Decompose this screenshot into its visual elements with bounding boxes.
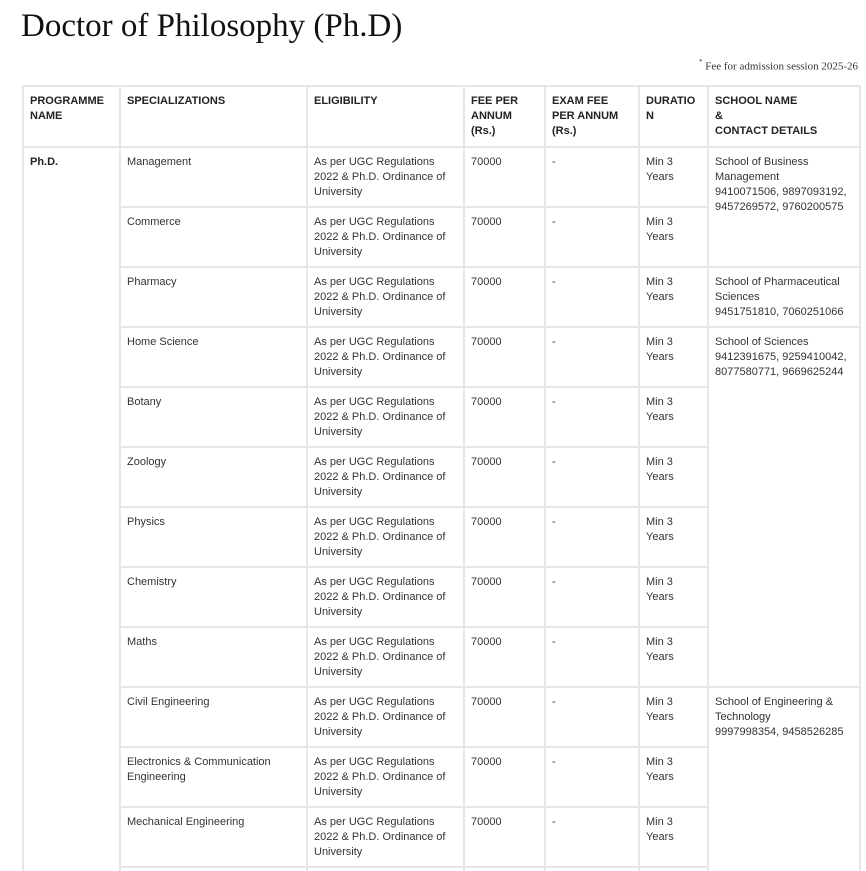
specialization-cell: Civil Engineering: [120, 687, 307, 747]
table-row: [23, 687, 860, 747]
exam-fee-cell: -: [545, 267, 639, 327]
fee-note-asterisk: *: [698, 58, 703, 66]
table-row: [23, 147, 860, 207]
duration-cell: Min 3 Years: [639, 807, 708, 867]
duration-cell: Min 3 Years: [639, 207, 708, 267]
school-name: School of Business Management: [715, 156, 809, 183]
duration-cell: Min 3 Years: [639, 747, 708, 807]
eligibility-cell: As per UGC Regulations 2022 & Ph.D. Ordinance of University: [307, 207, 464, 267]
duration-cell: Min 3 Years: [639, 267, 708, 327]
school-name: School of Engineering & Technology: [715, 696, 834, 723]
header-programme-name: PROGRAMME NAME: [23, 86, 120, 147]
exam-fee-cell: -: [545, 687, 639, 747]
duration-cell: [639, 867, 708, 871]
exam-fee-cell: -: [545, 207, 639, 267]
eligibility-cell: As per UGC Regulations 2022 & Ph.D. Ordinance of University: [307, 807, 464, 867]
fee-cell: 70000: [464, 807, 545, 867]
exam-fee-cell: -: [545, 327, 639, 387]
fee-cell: 70000: [464, 147, 545, 207]
specialization-cell: Electronics & Communication Engineering: [120, 747, 307, 807]
header-duration: DURATION: [639, 86, 708, 147]
specialization-cell: Chemistry: [120, 567, 307, 627]
header-exam-fee-per-annum: EXAM FEE PER ANNUM (Rs.): [545, 86, 639, 147]
specialization-cell: [120, 867, 307, 871]
header-school-line-2: &: [715, 110, 723, 122]
fee-cell: 70000: [464, 507, 545, 567]
school-name: School of Sciences: [715, 336, 809, 348]
fee-note-text: Fee for admission session 2025-26: [705, 60, 858, 73]
school-contacts: 9410071506, 9897093192, 9457269572, 9760200575: [715, 186, 847, 213]
header-specializations: SPECIALIZATIONS: [120, 86, 307, 147]
header-fee-per-annum: FEE PER ANNUM (Rs.): [464, 86, 545, 147]
fee-cell: 70000: [464, 747, 545, 807]
table-header-row: [23, 86, 860, 147]
fee-cell: 70000: [464, 447, 545, 507]
specialization-cell: Botany: [120, 387, 307, 447]
table-row: [23, 267, 860, 327]
eligibility-cell: As per UGC Regulations 2022 & Ph.D. Ordinance of University: [307, 147, 464, 207]
specialization-cell: Home Science: [120, 327, 307, 387]
duration-cell: Min 3 Years: [639, 687, 708, 747]
school-cell-engineering-technology: [708, 687, 860, 871]
header-school-contact: [708, 86, 860, 147]
eligibility-cell: As per UGC Regulations 2022 & Ph.D. Ordinance of University: [307, 507, 464, 567]
specialization-cell: Commerce: [120, 207, 307, 267]
school-contacts: 9451751810, 7060251066: [715, 306, 844, 318]
exam-fee-cell: -: [545, 627, 639, 687]
fee-cell: 70000: [464, 207, 545, 267]
eligibility-cell: As per UGC Regulations 2022 & Ph.D. Ordinance of University: [307, 747, 464, 807]
fee-cell: [464, 867, 545, 871]
exam-fee-cell: -: [545, 147, 639, 207]
eligibility-cell: As per UGC Regulations 2022 & Ph.D. Ordinance of University: [307, 627, 464, 687]
eligibility-cell: As per UGC Regulations 2022 & Ph.D. Ordinance of University: [307, 327, 464, 387]
exam-fee-cell: -: [545, 747, 639, 807]
duration-cell: Min 3 Years: [639, 567, 708, 627]
eligibility-cell: As per UGC Regulations 2022 & Ph.D. Ordinance of University: [307, 567, 464, 627]
duration-cell: Min 3 Years: [639, 387, 708, 447]
phd-programme-table: [22, 85, 861, 871]
eligibility-cell: As per UGC Regulations 2022 & Ph.D. Ordinance of University: [307, 687, 464, 747]
duration-cell: Min 3 Years: [639, 507, 708, 567]
school-cell-pharmaceutical-sciences: [708, 267, 860, 327]
fee-cell: 70000: [464, 327, 545, 387]
school-contacts: 9997998354, 9458526285: [715, 726, 844, 738]
school-contacts: 9412391675, 9259410042, 8077580771, 9669625244: [715, 351, 847, 378]
eligibility-cell: As per UGC Regulations 2022 & Ph.D. Ordinance of University: [307, 267, 464, 327]
exam-fee-cell: -: [545, 807, 639, 867]
specialization-cell: Management: [120, 147, 307, 207]
duration-cell: Min 3 Years: [639, 327, 708, 387]
fee-cell: 70000: [464, 567, 545, 627]
exam-fee-cell: -: [545, 387, 639, 447]
table-row: [23, 327, 860, 387]
fee-cell: 70000: [464, 387, 545, 447]
eligibility-cell: As per UGC Regulations 2022 & Ph.D. Ordinance of University: [307, 447, 464, 507]
duration-cell: Min 3 Years: [639, 147, 708, 207]
exam-fee-cell: [545, 867, 639, 871]
fee-cell: 70000: [464, 687, 545, 747]
exam-fee-cell: -: [545, 447, 639, 507]
fee-cell: 70000: [464, 627, 545, 687]
specialization-cell: Zoology: [120, 447, 307, 507]
eligibility-cell: [307, 867, 464, 871]
fee-session-note: [699, 59, 858, 73]
specialization-cell: Maths: [120, 627, 307, 687]
specialization-cell: Mechanical Engineering: [120, 807, 307, 867]
programme-name-cell: Ph.D.: [23, 147, 120, 871]
header-school-line-1: SCHOOL NAME: [715, 95, 798, 107]
phd-programme-table-container: [22, 85, 859, 871]
fee-cell: 70000: [464, 267, 545, 327]
duration-cell: Min 3 Years: [639, 627, 708, 687]
duration-cell: Min 3 Years: [639, 447, 708, 507]
page-title: Doctor of Philosophy (Ph.D): [21, 8, 403, 44]
school-name: School of Pharmaceutical Sciences: [715, 276, 840, 303]
exam-fee-cell: -: [545, 567, 639, 627]
specialization-cell: Pharmacy: [120, 267, 307, 327]
specialization-cell: Physics: [120, 507, 307, 567]
eligibility-cell: As per UGC Regulations 2022 & Ph.D. Ordinance of University: [307, 387, 464, 447]
header-school-line-3: CONTACT DETAILS: [715, 125, 818, 137]
header-eligibility: ELIGIBILITY: [307, 86, 464, 147]
school-cell-sciences: [708, 327, 860, 687]
school-cell-business-management: [708, 147, 860, 267]
exam-fee-cell: -: [545, 507, 639, 567]
